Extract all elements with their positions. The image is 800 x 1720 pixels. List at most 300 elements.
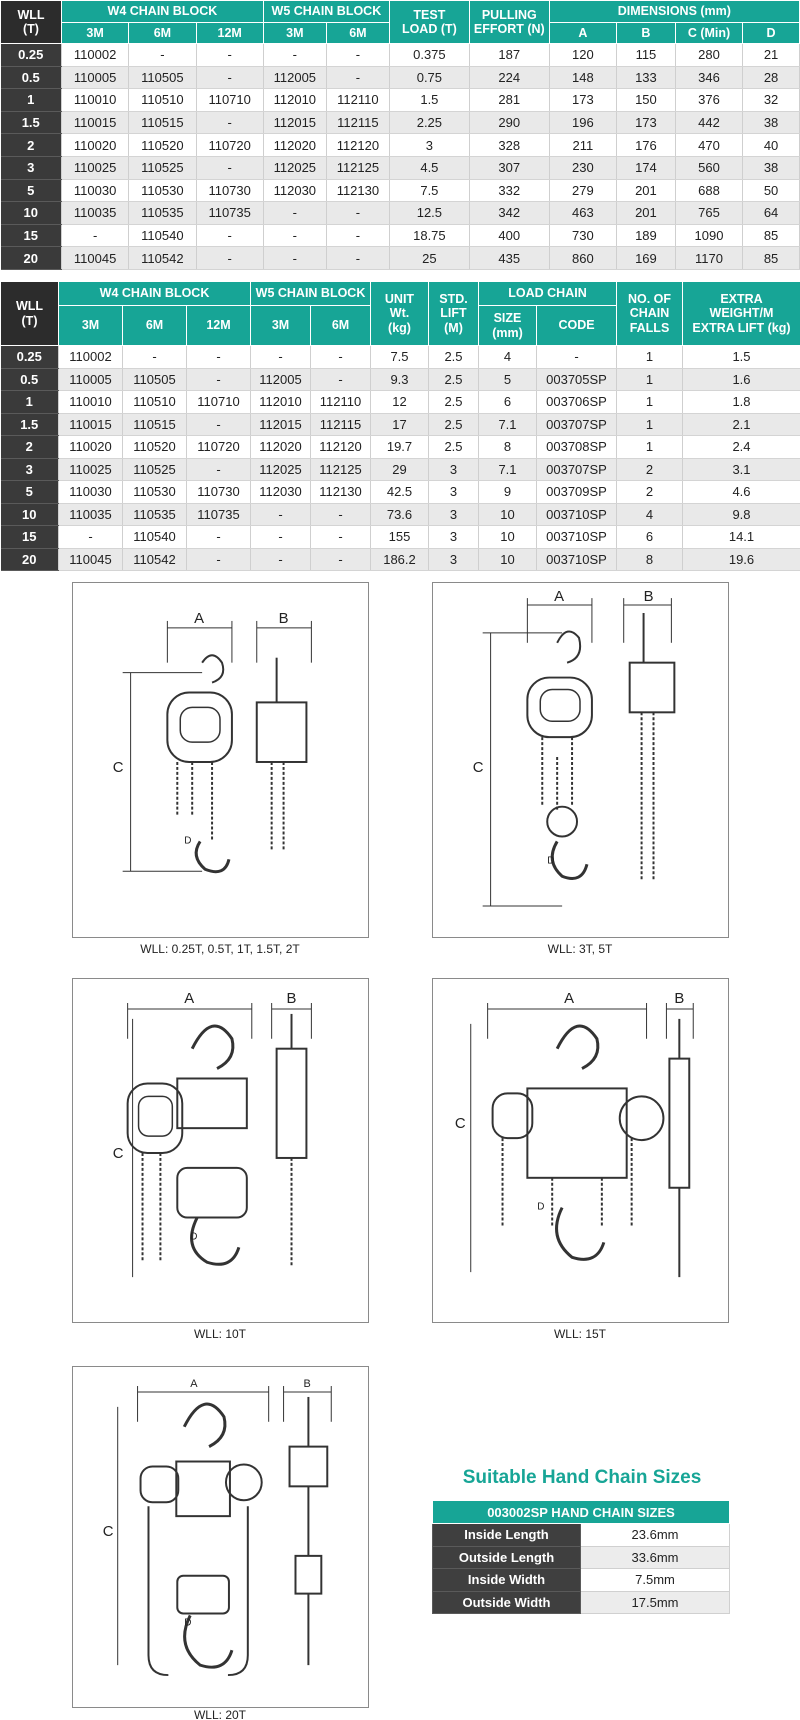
wll-cell: 0.5 xyxy=(1,66,62,89)
table-cell: 155 xyxy=(371,526,429,549)
table-cell: 110735 xyxy=(187,503,251,526)
table-cell: 442 xyxy=(675,111,742,134)
table-cell: 85 xyxy=(743,247,800,270)
chain-falls-header: NO. OF CHAIN FALLS xyxy=(617,282,683,346)
table-cell: 110510 xyxy=(123,391,187,414)
w5-header: W5 CHAIN BLOCK xyxy=(251,282,371,306)
dim-d-label: D xyxy=(184,835,192,847)
table-cell: 9.8 xyxy=(683,503,800,526)
table-cell: 112025 xyxy=(251,458,311,481)
table-row xyxy=(1,89,800,112)
hand-chain-title: Suitable Hand Chain Sizes xyxy=(462,1467,702,1488)
wll-cell: 2 xyxy=(1,436,59,459)
w5-header: W5 CHAIN BLOCK xyxy=(263,1,389,23)
table-cell: 346 xyxy=(675,66,742,89)
table-cell: 112030 xyxy=(263,179,326,202)
table-cell: 230 xyxy=(549,156,616,179)
table-cell: 4.6 xyxy=(683,481,800,504)
table-cell: - xyxy=(187,368,251,391)
table-cell: 1.6 xyxy=(683,368,800,391)
table-cell: 112120 xyxy=(311,436,371,459)
table-cell: 112130 xyxy=(311,481,371,504)
table-cell: 110720 xyxy=(187,436,251,459)
table-cell: - xyxy=(251,503,311,526)
hoist-drawing-icon xyxy=(73,1367,368,1707)
dim-a-label: A xyxy=(554,589,565,606)
table-cell: 279 xyxy=(549,179,616,202)
table-row xyxy=(1,436,800,459)
table-cell: 211 xyxy=(549,134,616,157)
table-cell: - xyxy=(311,526,371,549)
table-cell: - xyxy=(263,202,326,225)
table-cell: 110730 xyxy=(187,481,251,504)
table-cell: 174 xyxy=(617,156,676,179)
table-cell: 463 xyxy=(549,202,616,225)
table-cell: 110025 xyxy=(61,156,128,179)
table-cell: 110535 xyxy=(129,202,196,225)
table-cell: 0.375 xyxy=(389,44,469,67)
wll-cell: 1 xyxy=(1,391,59,414)
table-cell: 201 xyxy=(617,179,676,202)
table-cell: 9.3 xyxy=(371,368,429,391)
table-cell: - xyxy=(187,346,251,369)
hand-chain-label: Outside Width xyxy=(433,1591,581,1614)
table-cell: 2.5 xyxy=(429,391,479,414)
hoist-drawing-icon xyxy=(73,979,368,1322)
table-cell: 4 xyxy=(617,503,683,526)
table-cell: 688 xyxy=(675,179,742,202)
dim-c-label: C xyxy=(102,1524,114,1541)
wll-cell: 2 xyxy=(1,134,62,157)
table-cell: 1.5 xyxy=(683,346,800,369)
table-cell: 003707SP xyxy=(537,413,617,436)
table-cell: 112015 xyxy=(251,413,311,436)
table-cell: 332 xyxy=(469,179,549,202)
wll-cell: 0.25 xyxy=(1,346,59,369)
table-cell: 110710 xyxy=(187,391,251,414)
dim-c-label: C xyxy=(112,759,124,776)
wll-cell: 1.5 xyxy=(1,111,62,134)
dim-c-header: C (Min) xyxy=(675,23,742,44)
table-row xyxy=(1,66,800,89)
wll-cell: 0.25 xyxy=(1,44,62,67)
table-cell: - xyxy=(196,156,263,179)
table-row xyxy=(1,526,800,549)
wll-header: WLL (T) xyxy=(1,282,59,346)
table-cell: 281 xyxy=(469,89,549,112)
table-cell: 7.1 xyxy=(479,458,537,481)
table-cell: 110525 xyxy=(129,156,196,179)
table-cell: - xyxy=(196,224,263,247)
table-cell: 110045 xyxy=(59,548,123,571)
wll-cell: 5 xyxy=(1,481,59,504)
diagram-caption: WLL: 15T xyxy=(553,1327,607,1341)
dim-b-label: B xyxy=(303,1378,311,1391)
table-cell: 10 xyxy=(479,526,537,549)
dim-c-label: C xyxy=(112,1145,124,1162)
table-row xyxy=(1,503,800,526)
hand-chain-value: 17.5mm xyxy=(581,1591,730,1614)
table-row xyxy=(433,1569,730,1592)
table-cell: 112020 xyxy=(263,134,326,157)
table-row xyxy=(1,202,800,225)
table-cell: 112005 xyxy=(251,368,311,391)
table-cell: 860 xyxy=(549,247,616,270)
table-cell: 64 xyxy=(743,202,800,225)
hoist-drawing-icon xyxy=(433,979,728,1322)
table-cell: 470 xyxy=(675,134,742,157)
table-cell: 2.5 xyxy=(429,436,479,459)
table-cell: - xyxy=(311,346,371,369)
chain-size-header: SIZE (mm) xyxy=(479,306,537,346)
table-cell: 112010 xyxy=(263,89,326,112)
table-cell: 189 xyxy=(617,224,676,247)
w4-6m-header: 6M xyxy=(129,23,196,44)
table-cell: 110002 xyxy=(59,346,123,369)
dim-a-label: A xyxy=(184,991,195,1007)
table-cell: 17 xyxy=(371,413,429,436)
table-cell: 187 xyxy=(469,44,549,67)
table-cell: 110710 xyxy=(196,89,263,112)
table-cell: 110520 xyxy=(123,436,187,459)
w5-3m-header: 3M xyxy=(251,306,311,346)
table-cell: - xyxy=(311,503,371,526)
table-cell: - xyxy=(537,346,617,369)
table-cell: 1.8 xyxy=(683,391,800,414)
table-row xyxy=(1,156,800,179)
diagram-15t-hoist xyxy=(432,978,729,1323)
wll-cell: 0.5 xyxy=(1,368,59,391)
table-cell: - xyxy=(196,66,263,89)
table-cell: 7.5 xyxy=(371,346,429,369)
table-cell: 110530 xyxy=(123,481,187,504)
w4-12m-header: 12M xyxy=(196,23,263,44)
table-cell: 2 xyxy=(617,458,683,481)
w5-6m-header: 6M xyxy=(311,306,371,346)
table-cell: 38 xyxy=(743,156,800,179)
table-cell: 110730 xyxy=(196,179,263,202)
table-cell: 4.5 xyxy=(389,156,469,179)
table-cell: 7.1 xyxy=(479,413,537,436)
hand-chain-value: 23.6mm xyxy=(581,1524,730,1547)
dim-b-label: B xyxy=(286,991,297,1007)
table-cell: 3 xyxy=(429,503,479,526)
w4-3m-header: 3M xyxy=(61,23,128,44)
table-row xyxy=(1,224,800,247)
table-cell: 1170 xyxy=(675,247,742,270)
dim-a-header: A xyxy=(549,23,616,44)
table-row xyxy=(1,368,800,391)
table-cell: 8 xyxy=(479,436,537,459)
table-cell: - xyxy=(311,368,371,391)
table-row xyxy=(1,481,800,504)
test-load-header: TEST LOAD (T) xyxy=(389,1,469,44)
table-cell: 112015 xyxy=(263,111,326,134)
std-lift-header: STD. LIFT (M) xyxy=(429,282,479,346)
table-cell: 730 xyxy=(549,224,616,247)
table-cell: 1 xyxy=(617,368,683,391)
hand-chain-value: 33.6mm xyxy=(581,1546,730,1569)
hand-chain-value: 7.5mm xyxy=(581,1569,730,1592)
table-cell: 003707SP xyxy=(537,458,617,481)
wll-cell: 10 xyxy=(1,503,59,526)
dim-b-label: B xyxy=(278,610,289,627)
table-cell: 112115 xyxy=(326,111,389,134)
table-cell: 110515 xyxy=(123,413,187,436)
table-cell: - xyxy=(263,247,326,270)
table-cell: 196 xyxy=(549,111,616,134)
table-cell: 32 xyxy=(743,89,800,112)
table-cell: 110515 xyxy=(129,111,196,134)
table-cell: 19.6 xyxy=(683,548,800,571)
dimensions-table xyxy=(0,0,800,270)
table-cell: 133 xyxy=(617,66,676,89)
table-cell: 280 xyxy=(675,44,742,67)
table-cell: - xyxy=(326,247,389,270)
dim-a-label: A xyxy=(564,991,575,1007)
table-cell: 38 xyxy=(743,111,800,134)
table-cell: 003710SP xyxy=(537,526,617,549)
table-cell: 1 xyxy=(617,346,683,369)
table-cell: 50 xyxy=(743,179,800,202)
table-cell: 110035 xyxy=(61,202,128,225)
table-cell: 110015 xyxy=(59,413,123,436)
table-cell: 3.1 xyxy=(683,458,800,481)
table-cell: 003710SP xyxy=(537,503,617,526)
table-row xyxy=(433,1591,730,1614)
table-cell: 112125 xyxy=(311,458,371,481)
table-cell: 201 xyxy=(617,202,676,225)
wll-cell: 20 xyxy=(1,247,62,270)
dimensions-header: DIMENSIONS (mm) xyxy=(549,1,799,23)
hand-chain-body xyxy=(433,1524,730,1614)
table-cell: 110505 xyxy=(123,368,187,391)
table-cell: 112110 xyxy=(326,89,389,112)
dim-d-label: D xyxy=(190,1231,198,1243)
diagram-caption: WLL: 20T xyxy=(193,1708,247,1720)
table-cell: - xyxy=(263,224,326,247)
table-cell: 10 xyxy=(479,503,537,526)
table-cell: 0.75 xyxy=(389,66,469,89)
table-cell: 110002 xyxy=(61,44,128,67)
table-cell: 560 xyxy=(675,156,742,179)
table-cell: 120 xyxy=(549,44,616,67)
table-cell: 14.1 xyxy=(683,526,800,549)
table-cell: 2.4 xyxy=(683,436,800,459)
wll-header: WLL (T) xyxy=(1,1,62,44)
table-cell: - xyxy=(196,247,263,270)
wll-cell: 20 xyxy=(1,548,59,571)
table-cell: 110030 xyxy=(59,481,123,504)
wll-cell: 15 xyxy=(1,526,59,549)
w4-12m-header: 12M xyxy=(187,306,251,346)
table-cell: - xyxy=(251,548,311,571)
table-cell: - xyxy=(326,224,389,247)
hand-chain-table xyxy=(432,1500,730,1614)
pulling-effort-header: PULLING EFFORT (N) xyxy=(469,1,549,44)
dim-b-header: B xyxy=(617,23,676,44)
table-row xyxy=(1,247,800,270)
table-cell: 6 xyxy=(479,391,537,414)
table-cell: 2 xyxy=(617,481,683,504)
table-cell: 1 xyxy=(617,391,683,414)
table-cell: 110540 xyxy=(123,526,187,549)
table-cell: - xyxy=(129,44,196,67)
wll-cell: 10 xyxy=(1,202,62,225)
table-cell: 7.5 xyxy=(389,179,469,202)
table-cell: 21 xyxy=(743,44,800,67)
w4-header: W4 CHAIN BLOCK xyxy=(61,1,263,23)
table-cell: 003709SP xyxy=(537,481,617,504)
table-cell: 110510 xyxy=(129,89,196,112)
table-cell: 003705SP xyxy=(537,368,617,391)
table-cell: 9 xyxy=(479,481,537,504)
table-cell: 2.5 xyxy=(429,413,479,436)
table-cell: 400 xyxy=(469,224,549,247)
table-cell: - xyxy=(196,44,263,67)
table-row xyxy=(1,111,800,134)
dim-d-label: D xyxy=(547,855,555,867)
table-cell: 8 xyxy=(617,548,683,571)
table-cell: 28 xyxy=(743,66,800,89)
dim-c-label: C xyxy=(472,759,484,776)
w4-header: W4 CHAIN BLOCK xyxy=(59,282,251,306)
table-cell: 328 xyxy=(469,134,549,157)
table-cell: 148 xyxy=(549,66,616,89)
table-cell: - xyxy=(123,346,187,369)
table-cell: 110530 xyxy=(129,179,196,202)
table-cell: 3 xyxy=(389,134,469,157)
table-cell: 10 xyxy=(479,548,537,571)
table-cell: - xyxy=(187,458,251,481)
hoist-drawing-icon xyxy=(433,583,728,937)
hand-chain-label: Inside Length xyxy=(433,1524,581,1547)
hand-chain-label: Outside Length xyxy=(433,1546,581,1569)
table-cell: 186.2 xyxy=(371,548,429,571)
table-cell: 1090 xyxy=(675,224,742,247)
chain-code-header: CODE xyxy=(537,306,617,346)
table-cell: - xyxy=(187,548,251,571)
weights-table-body xyxy=(1,346,800,571)
table-cell: 110525 xyxy=(123,458,187,481)
diagram-small-hoist xyxy=(72,582,369,938)
table-cell: 110542 xyxy=(129,247,196,270)
table-cell: 110030 xyxy=(61,179,128,202)
table-cell: 003710SP xyxy=(537,548,617,571)
table-cell: 25 xyxy=(389,247,469,270)
table-cell: 1 xyxy=(617,436,683,459)
dim-c-label: C xyxy=(454,1116,466,1133)
wll-cell: 1.5 xyxy=(1,413,59,436)
w4-3m-header: 3M xyxy=(59,306,123,346)
table-cell: 110540 xyxy=(129,224,196,247)
hoist-drawing-icon xyxy=(73,583,368,937)
diagram-caption: WLL: 0.25T, 0.5T, 1T, 1.5T, 2T xyxy=(140,942,300,956)
dim-d-label: D xyxy=(537,1201,545,1213)
table-cell: 1 xyxy=(617,413,683,436)
table-cell: 3 xyxy=(429,526,479,549)
table-cell: 5 xyxy=(479,368,537,391)
table-cell: 4 xyxy=(479,346,537,369)
table-cell: 110720 xyxy=(196,134,263,157)
table-cell: - xyxy=(61,224,128,247)
table-cell: 110505 xyxy=(129,66,196,89)
table-cell: 150 xyxy=(617,89,676,112)
table-cell: - xyxy=(326,202,389,225)
table-cell: 307 xyxy=(469,156,549,179)
table-cell: 115 xyxy=(617,44,676,67)
table-cell: 112025 xyxy=(263,156,326,179)
table-cell: 112020 xyxy=(251,436,311,459)
table-cell: 173 xyxy=(617,111,676,134)
table-cell: 110520 xyxy=(129,134,196,157)
table-cell: 110010 xyxy=(59,391,123,414)
table-row xyxy=(433,1524,730,1547)
table-cell: 110005 xyxy=(61,66,128,89)
hand-chain-label: Inside Width xyxy=(433,1569,581,1592)
table-cell: 112005 xyxy=(263,66,326,89)
table-cell: 110020 xyxy=(59,436,123,459)
table-cell: 12.5 xyxy=(389,202,469,225)
table-cell: 1.5 xyxy=(389,89,469,112)
extra-weight-header: EXTRA WEIGHT/M EXTRA LIFT (kg) xyxy=(683,282,800,346)
table-cell: 290 xyxy=(469,111,549,134)
table-cell: 73.6 xyxy=(371,503,429,526)
table-cell: 110015 xyxy=(61,111,128,134)
table-cell: 110035 xyxy=(59,503,123,526)
w5-3m-header: 3M xyxy=(263,23,326,44)
table-cell: 110020 xyxy=(61,134,128,157)
dimensions-table-body xyxy=(1,44,800,270)
table-cell: 40 xyxy=(743,134,800,157)
table-cell: 110005 xyxy=(59,368,123,391)
dim-a-label: A xyxy=(190,1378,198,1391)
load-chain-header: LOAD CHAIN xyxy=(479,282,617,306)
table-cell: - xyxy=(263,44,326,67)
wll-cell: 1 xyxy=(1,89,62,112)
table-row xyxy=(1,134,800,157)
table-cell: 003708SP xyxy=(537,436,617,459)
table-cell: 110010 xyxy=(61,89,128,112)
table-cell: 42.5 xyxy=(371,481,429,504)
table-cell: - xyxy=(187,413,251,436)
wll-cell: 5 xyxy=(1,179,62,202)
table-row xyxy=(433,1546,730,1569)
table-cell: 18.75 xyxy=(389,224,469,247)
dim-a-label: A xyxy=(194,610,205,627)
dim-d-header: D xyxy=(743,23,800,44)
table-cell: 112010 xyxy=(251,391,311,414)
table-cell: 110045 xyxy=(61,247,128,270)
table-cell: 12 xyxy=(371,391,429,414)
table-cell: 112130 xyxy=(326,179,389,202)
hand-chain-header: 003002SP HAND CHAIN SIZES xyxy=(433,1501,730,1524)
table-cell: - xyxy=(326,66,389,89)
table-cell: 3 xyxy=(429,481,479,504)
table-cell: 176 xyxy=(617,134,676,157)
weights-table xyxy=(0,281,800,571)
table-cell: - xyxy=(251,526,311,549)
table-cell: 112125 xyxy=(326,156,389,179)
w4-6m-header: 6M xyxy=(123,306,187,346)
table-cell: 19.7 xyxy=(371,436,429,459)
table-row xyxy=(1,44,800,67)
wll-cell: 3 xyxy=(1,458,59,481)
dim-b-label: B xyxy=(674,991,685,1007)
table-cell: 110025 xyxy=(59,458,123,481)
table-cell: 003706SP xyxy=(537,391,617,414)
table-cell: 2.5 xyxy=(429,346,479,369)
